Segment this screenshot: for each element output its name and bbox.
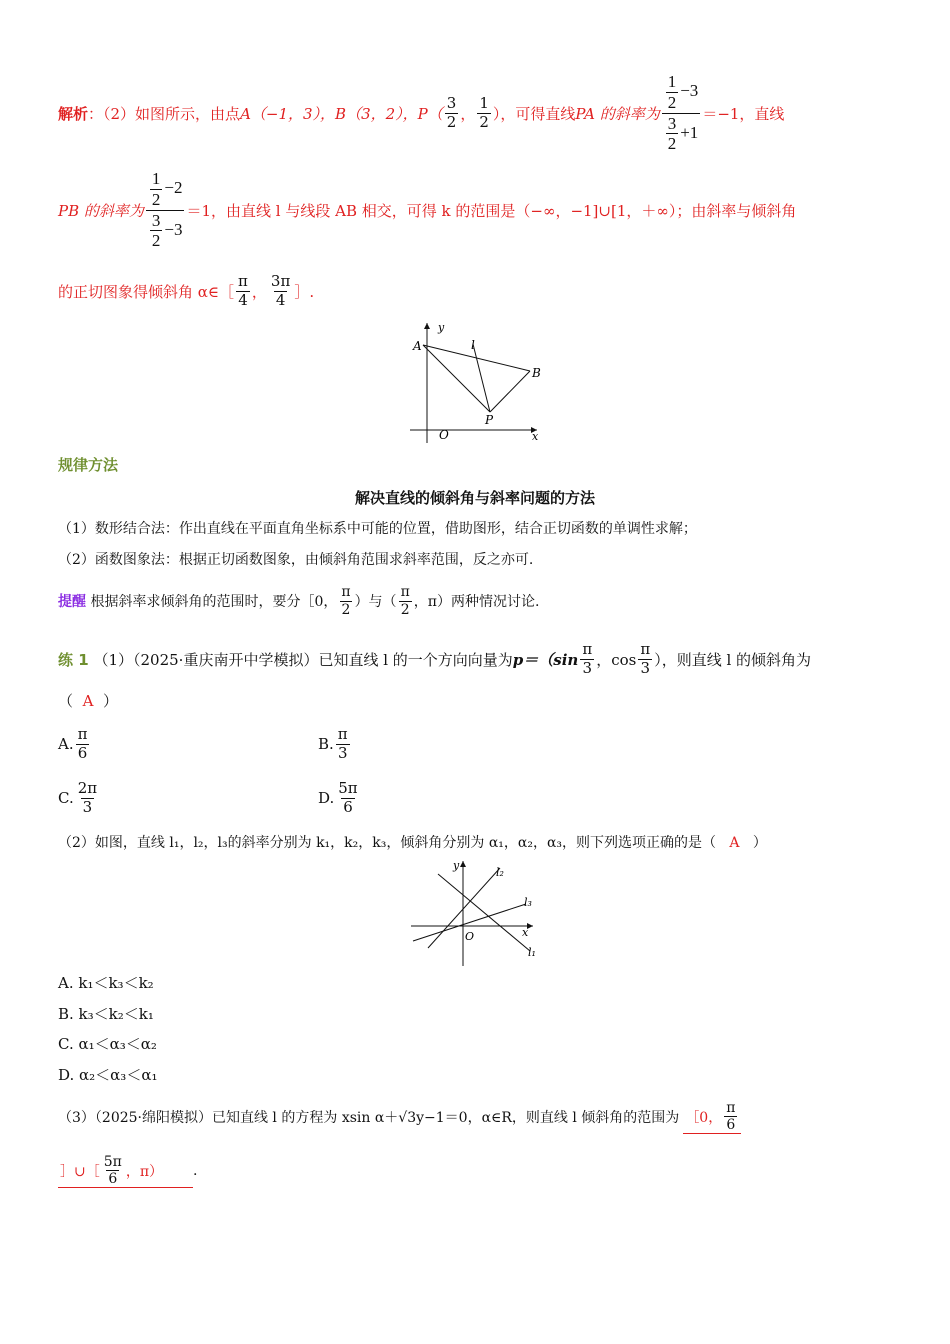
slope-pa-label: PA 的斜率为	[575, 104, 660, 123]
option-label: B.	[318, 735, 334, 753]
q3-text: （3）（2025·绵阳模拟）已知直线 l 的方程为 xsin α＋√3y−1＝0，α∈R，则直线 l 倾斜角的范围为	[58, 1110, 680, 1126]
q2-option-c: C. α₁＜α₃＜α₂	[58, 1035, 157, 1053]
answer-1: A	[82, 692, 94, 710]
answer-2: A	[729, 835, 740, 851]
q1-text: ），则直线 l 的倾斜角为	[654, 650, 812, 669]
tip-text: 根据斜率求倾斜角的范围时，要分［0，	[90, 594, 338, 610]
solution-label: 解析	[58, 104, 89, 123]
solution-text: ］.	[294, 282, 315, 301]
slope-pb-frac: $\frac{1}{2}$ −2 $\frac{3}{2}$ −3	[146, 169, 185, 250]
option-b	[318, 722, 882, 766]
solution-text: ＝1，由直线 l 与线段 AB 相交，可得 k 的范围是（−∞，−1]∪[1，＋∞）；由斜率与倾斜角	[186, 201, 797, 220]
frac-5pi-6: $\frac{5\pi}{6}$	[338, 779, 358, 816]
frac-pi-2: $\frac{\pi}{2}$	[341, 584, 351, 618]
label-y: y	[438, 321, 445, 334]
label-o: O	[439, 428, 449, 442]
tip-text: ）与（	[354, 594, 397, 610]
frac-2pi-3: $\frac{2\pi}{3}$	[77, 779, 98, 816]
solution-text: 的正切图象得倾斜角	[58, 282, 194, 301]
frac-pi-6: $\frac{\pi}{6}$	[77, 725, 88, 762]
label-o: O	[465, 930, 475, 943]
q2-text: （2）如图，直线 l₁，l₂，l₃的斜率分别为 k₁，k₂，k₃，倾斜角分别为 α₁，α₂，α₃，则下列选项正确的是（	[58, 835, 717, 851]
q1-text: ，cos	[596, 650, 637, 669]
solution-text: ：（2）如图所示，由点	[88, 104, 241, 123]
frac-5pi-6: $\frac{5\pi}{6}$	[103, 1153, 122, 1187]
solution-text: α∈［	[197, 282, 235, 301]
frac-3pi-4: $\frac{3\pi}{4}$	[270, 272, 291, 309]
ex1-q3-cont	[58, 1148, 882, 1194]
label-l1: l₁	[528, 946, 536, 959]
label-y: y	[453, 859, 460, 872]
points-text: A（−1，3），B（3，2），P（	[240, 104, 443, 123]
paren: ）	[102, 692, 118, 710]
frac-pi-3: $\frac{\pi}{3}$	[582, 640, 593, 677]
option-label: D.	[318, 789, 335, 807]
frac-pi-6: $\frac{\pi}{6}$	[726, 1099, 736, 1133]
line-l2	[428, 868, 500, 948]
solution-line-3: 的正切图象得倾斜角 α∈［ $\frac{\pi}{4}$ ， $\frac{3\pi}{4}$ ］.	[58, 272, 315, 309]
tip-text: ，π）两种情况讨论.	[413, 594, 540, 610]
q3-answer-part2	[58, 1154, 193, 1188]
period: .	[193, 1163, 198, 1179]
q1-text: （1）（2025·重庆南开中学模拟）已知直线 l 的一个方向向量为	[93, 650, 513, 669]
method-item-2: （2）函数图象法：根据正切函数图象，由倾斜角范围求斜率范围，反之亦可.	[58, 552, 534, 568]
solution-line-2	[58, 165, 882, 255]
slope-pb-label: PB 的斜率为	[58, 201, 144, 220]
figure-2	[408, 856, 548, 968]
solution-text: ＝−1，直线	[702, 104, 785, 123]
paren: （	[58, 692, 74, 710]
ex1-q3	[58, 1094, 882, 1140]
ex1-q1	[58, 636, 882, 682]
option-label: C.	[58, 789, 74, 807]
q2-option-b: B. k₃＜k₂＜k₁	[58, 1005, 154, 1023]
q2-option-a: A. k₁＜k₃＜k₂	[58, 974, 154, 992]
y-arrow-icon	[460, 861, 466, 867]
label-l3: l₃	[524, 896, 532, 909]
ex1-label: 练 1	[58, 650, 89, 669]
method-item-1: （1）数形结合法：作出直线在平面直角坐标系中可能的位置，借助图形，结合正切函数的单调性求解；	[58, 521, 697, 537]
segment-pb	[490, 371, 530, 412]
label-p: P	[485, 413, 494, 427]
solution-text: ），可得直线	[492, 104, 576, 123]
q3-answer-text: ，π）	[125, 1163, 164, 1180]
method-title: 解决直线的倾斜角与斜率问题的方法	[354, 489, 595, 507]
paren: ）	[752, 835, 767, 851]
label-x: x	[522, 926, 529, 939]
line-l	[473, 344, 490, 412]
tip-label: 提醒	[58, 594, 86, 610]
segment-pa	[423, 345, 490, 412]
q3-answer-text: ］∪［	[60, 1163, 100, 1180]
q2-option-d: D. α₂＜α₃＜α₁	[58, 1066, 158, 1084]
q3-answer-part1	[683, 1100, 741, 1134]
label-a: A	[413, 339, 422, 353]
label-x: x	[532, 430, 539, 443]
tip-line	[58, 578, 882, 624]
label-l: l	[471, 338, 475, 352]
frac-pi-3: $\frac{\pi}{3}$	[640, 640, 651, 677]
label-b: B	[532, 366, 541, 380]
q3-answer-text: ［0，	[685, 1109, 723, 1126]
frac-1-2: $\frac{1}{2}$	[479, 94, 489, 131]
solution-line-1: 解析 ：（2）如图所示，由点 A（−1，3），B（3，2），P（ $\frac{3}{2}$ ， $\frac{1}{2}$ ），可得直线 PA 的斜率为 $\frac{1}{2}$ −3 $\frac{3}{2}$ +1 ＝−1，直线	[58, 72, 785, 154]
label-l2: l₂	[496, 866, 504, 879]
frac-pi-4: $\frac{\pi}{4}$	[238, 272, 248, 309]
y-arrow-icon	[424, 323, 430, 329]
frac-pi-2: $\frac{\pi}{2}$	[400, 584, 410, 618]
ex1-q2	[58, 832, 882, 852]
option-label: A.	[58, 735, 74, 753]
figure-1	[405, 318, 545, 448]
frac-pi-3: $\frac{\pi}{3}$	[337, 725, 348, 762]
slope-pa-frac: $\frac{1}{2}$ −3 $\frac{3}{2}$ +1	[662, 72, 701, 153]
method-heading: 规律方法	[58, 456, 119, 474]
answer1-row	[58, 690, 882, 711]
option-d	[318, 776, 882, 820]
q1-vector: p＝（sin	[512, 650, 579, 669]
frac-3-2: $\frac{3}{2}$	[446, 94, 457, 131]
